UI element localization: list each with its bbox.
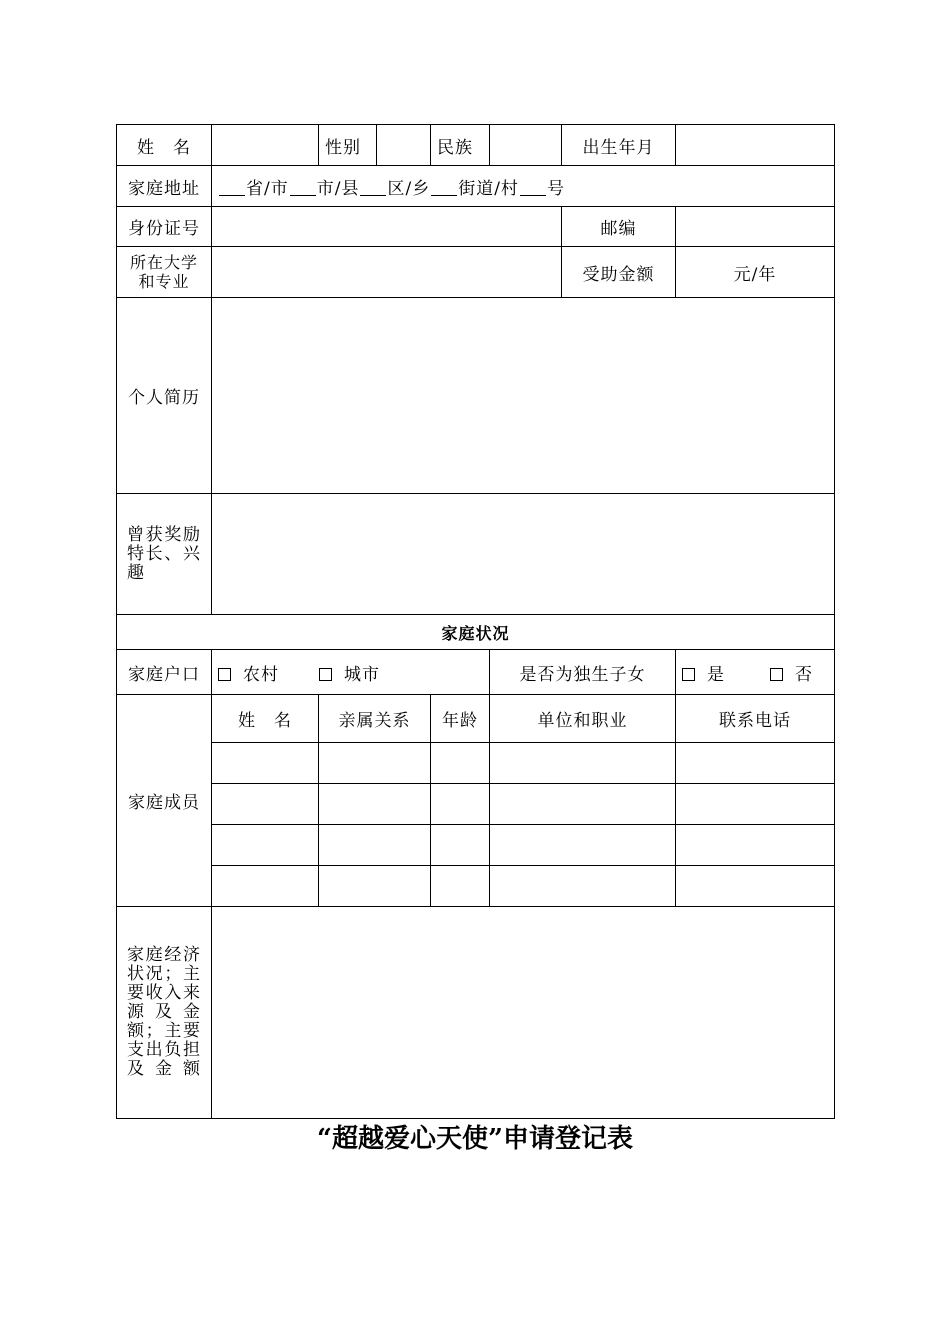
member-phone-cell[interactable] [676,743,835,784]
aid-label: 受助金额 [562,247,676,298]
yes-label: 是 [707,664,725,685]
member-job-cell[interactable] [490,784,676,825]
members-label: 家庭成员 [117,695,212,907]
economy-label: 家庭经济状况；主要收入来源及金额；主要支出负担及金额 [117,907,212,1119]
id-label: 身份证号 [117,207,212,247]
table-row [117,743,835,784]
address-field[interactable] [212,166,835,207]
member-phone-cell[interactable] [676,825,835,866]
gender-label: 性别 [319,125,377,166]
ethnicity-field[interactable] [490,125,562,166]
resume-label: 个人简历 [117,298,212,494]
aid-unit: 元/年 [733,264,777,285]
member-age-cell[interactable] [431,784,490,825]
member-relation-cell[interactable] [319,825,431,866]
table-row [117,866,835,907]
postcode-field[interactable] [676,207,835,247]
ethnicity-label: 民族 [431,125,490,166]
university-field[interactable] [212,247,562,298]
member-job-cell[interactable] [490,866,676,907]
member-phone-cell[interactable] [676,784,835,825]
postcode-label: 邮编 [562,207,676,247]
household-options [212,650,490,695]
address-number: 号 [546,178,565,199]
application-form [116,124,835,1119]
member-age-cell[interactable] [431,743,490,784]
economy-field[interactable] [212,907,835,1119]
member-relation-cell[interactable] [319,784,431,825]
gender-field[interactable] [377,125,431,166]
only-child-options [676,650,835,695]
members-header-relation: 亲属关系 [319,695,431,743]
aid-field[interactable] [676,247,835,298]
birth-field[interactable] [676,125,835,166]
name-label: 姓 名 [117,125,212,166]
rural-label: 农村 [243,664,279,685]
name-field[interactable] [212,125,319,166]
address-city: 市/县 [316,178,360,199]
address-street: 街道/村 [458,178,519,199]
urban-label: 城市 [344,664,380,685]
yes-checkbox[interactable] [682,668,695,681]
member-job-cell[interactable] [490,743,676,784]
member-name-cell[interactable] [212,825,319,866]
table-row [117,784,835,825]
address-province: 省/市 [246,178,289,199]
member-age-cell[interactable] [431,825,490,866]
member-relation-cell[interactable] [319,743,431,784]
member-name-cell[interactable] [212,743,319,784]
member-name-cell[interactable] [212,784,319,825]
resume-field[interactable] [212,298,835,494]
awards-label: 曾获奖励特长、兴趣 [117,494,212,615]
no-label: 否 [795,664,813,685]
no-checkbox[interactable] [770,668,783,681]
members-header-job: 单位和职业 [490,695,676,743]
members-header-name: 姓 名 [212,695,319,743]
members-header-phone: 联系电话 [676,695,835,743]
urban-checkbox[interactable] [319,668,332,681]
member-relation-cell[interactable] [319,866,431,907]
rural-checkbox[interactable] [218,668,231,681]
id-field[interactable] [212,207,562,247]
family-section-heading: 家庭状况 [117,615,835,650]
member-job-cell[interactable] [490,825,676,866]
page-title: “超越爱心天使”申请登记表 [317,1124,633,1154]
only-child-label: 是否为独生子女 [490,650,676,695]
member-phone-cell[interactable] [676,866,835,907]
members-header-age: 年龄 [431,695,490,743]
address-label: 家庭地址 [117,166,212,207]
member-age-cell[interactable] [431,866,490,907]
birth-label: 出生年月 [562,125,676,166]
address-district: 区/乡 [387,178,431,199]
table-row [117,825,835,866]
member-name-cell[interactable] [212,866,319,907]
household-label: 家庭户口 [117,650,212,695]
university-label: 所在大学和专业 [117,247,212,298]
awards-field[interactable] [212,494,835,615]
